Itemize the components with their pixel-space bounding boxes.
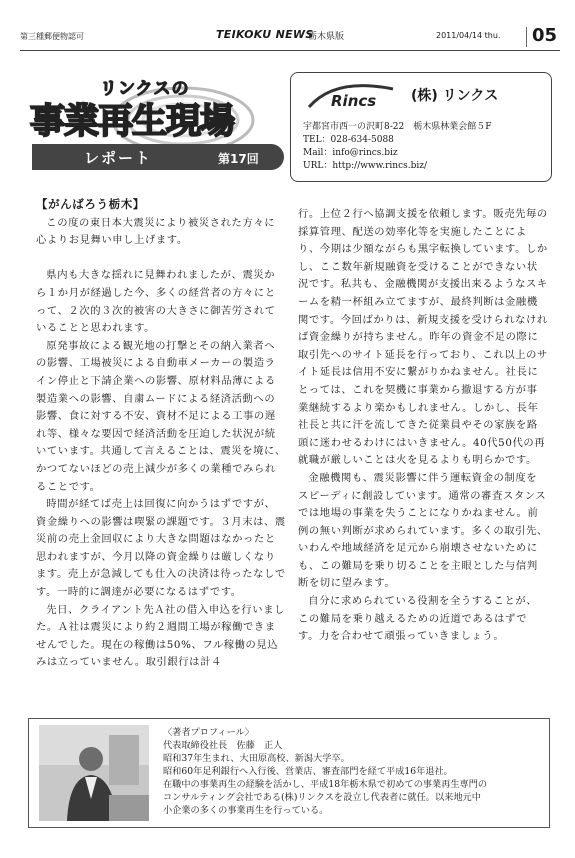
newspaper-name: TEIKOKU NEWS bbox=[216, 28, 314, 41]
svg-text:Rincs: Rincs bbox=[331, 92, 377, 110]
company-tel: TEL：028-634-5088 bbox=[303, 135, 394, 145]
profile-line: コンサルティング会社である(株)リンクスを設立し代表者に就任。以来地元中 bbox=[163, 792, 481, 803]
article-paragraph: 原発事故による観光地の打撃とその納入業者への影響、工場被災による自動車メーカーの製造ライン停止と下請企業への影響、原材料品薄による製造業への影響、自粛ムードによる経済活動への影響、食に対する不安、資材不足による工事の遅れ等、様々な要因で経済活動を圧迫した状況が続いています。共通して言えることは、震災を境に、かつてないほどの売上減少が多くの業種でみられることです。 bbox=[36, 339, 286, 493]
article-column-2 bbox=[298, 206, 548, 646]
author-photo bbox=[39, 725, 149, 821]
company-url[interactable]: URL：http://www.rincs.biz/ bbox=[303, 161, 428, 171]
postal-notice: 第三種郵便物認可 bbox=[20, 32, 84, 41]
page-number: 05 bbox=[532, 25, 558, 46]
profile-title: 〈著者プロフィール〉 bbox=[163, 727, 254, 738]
article-column-1 bbox=[36, 196, 286, 672]
profile-line: 小企業の多くの事業再生を行っている。 bbox=[163, 805, 329, 816]
author-profile bbox=[28, 718, 550, 828]
article-paragraph: 金融機関も、震災影響に伴う運転資金の制度をスピーディに創設しています。通常の審査スタンスでは地場の事業を失うことになりかねません。前例の無い判断が求められています。多くの取引先、いわんや地域経済を足元から崩壊させないためにも、この難局を乗り切ることを主眼とした与信判断を切に望みます。 bbox=[298, 471, 548, 590]
profile-line: 代表取締役社長 佐藤 正人 bbox=[163, 740, 283, 751]
company-logo-icon bbox=[305, 81, 397, 111]
series-title-small: リンクスの bbox=[100, 79, 190, 99]
article-paragraph: 時間が経てば売上は回復に向かうはずですが、資金繰りへの影響は喫緊の課題です。３月末は、震災前の売上金回収により大きな問題はなかったと思われますが、今月以降の資金繰りは厳しくなります。売上が急減しても仕入の決済は待ったなしです。一時的に調達が必要になるはずです。 bbox=[36, 498, 286, 599]
company-mail[interactable]: Mail：info@rincs.biz bbox=[303, 148, 398, 158]
article-paragraph: 先日、クライアント先Ａ社の借入申込を行いました。Ａ社は震災により約２週間工場が稼働できませんでした。現在の稼働は50%、フル稼働の見込みは立っていません。取引銀行は計４ bbox=[36, 603, 285, 669]
series-report-label: レポート bbox=[84, 149, 153, 167]
issue-date: 2011/04/14 thu. bbox=[436, 31, 501, 40]
profile-line: 昭和60年足利銀行へ入行後、営業店、審査部門を経て平成16年退社。 bbox=[163, 766, 453, 777]
article-paragraph: 行。上位２行へ協調支援を依頼します。販売先毎の採算管理、配送の効率化等を実施したことにより、今期は少額ながらも黒字転換しています。しかし、ここ数年新規融資を受けることができない状況です。私共も、金融機関が支援出来るようなスキームを精一杯組み立てますが、最終判断は金融機関です。今回ばかりは、新規支援を受けられなければ資金繰りが持ちません。昨年の資金不足の際に取引先へのサイト延長を行っており、これ以上のサイト延長は信用不安に繋がりかねません。社長にとっては、これを契機に事業から撤退する方が事業継続するより楽かもしれません。しかし、長年社長と共に汗を流してきた従業員やその家族を路頭に迷わせるわけにはいきません。40代50代の再就職が厳しいことは火を見るよりも明らかです。 bbox=[298, 208, 548, 467]
company-info-box bbox=[290, 72, 552, 182]
article-paragraph: 県内も大きな揺れに見舞われましたが、震災から１か月が経過した今、多くの経営者の方々にとって、２次的３次的被害の大きさに御苦労されていることと思われます。 bbox=[36, 269, 276, 335]
series-logo bbox=[28, 70, 288, 180]
header-divider bbox=[526, 27, 527, 47]
series-issue-number: 第17回 bbox=[218, 152, 259, 166]
page-header bbox=[20, 24, 560, 51]
profile-line: 在職中の事業再生の経験を活かし、平成18年栃木県で初めての事業再生専門の bbox=[163, 779, 488, 790]
profile-line: 昭和37年生まれ、大田原高校、新潟大学卒。 bbox=[163, 753, 350, 764]
series-title: 事業再生現場 bbox=[30, 102, 235, 142]
article-paragraph: この度の東日本大震災により被災された方々に心よりお見舞い申し上げます。 bbox=[36, 216, 276, 247]
paragraph-spacer bbox=[36, 250, 286, 268]
article-heading: 【がんばろう栃木】 bbox=[36, 197, 145, 211]
company-name: (株) リンクス bbox=[411, 88, 499, 104]
article-paragraph: 自分に求められている役割を全うすることが、この難局を乗り越えるための近道であるはずです。力を合わせて頑張っていきましょう。 bbox=[298, 595, 538, 643]
edition-name: 栃木県版 bbox=[308, 32, 345, 42]
company-address: 宇都宮市西一の沢町8-22 栃木県林業会館５F bbox=[303, 122, 492, 132]
